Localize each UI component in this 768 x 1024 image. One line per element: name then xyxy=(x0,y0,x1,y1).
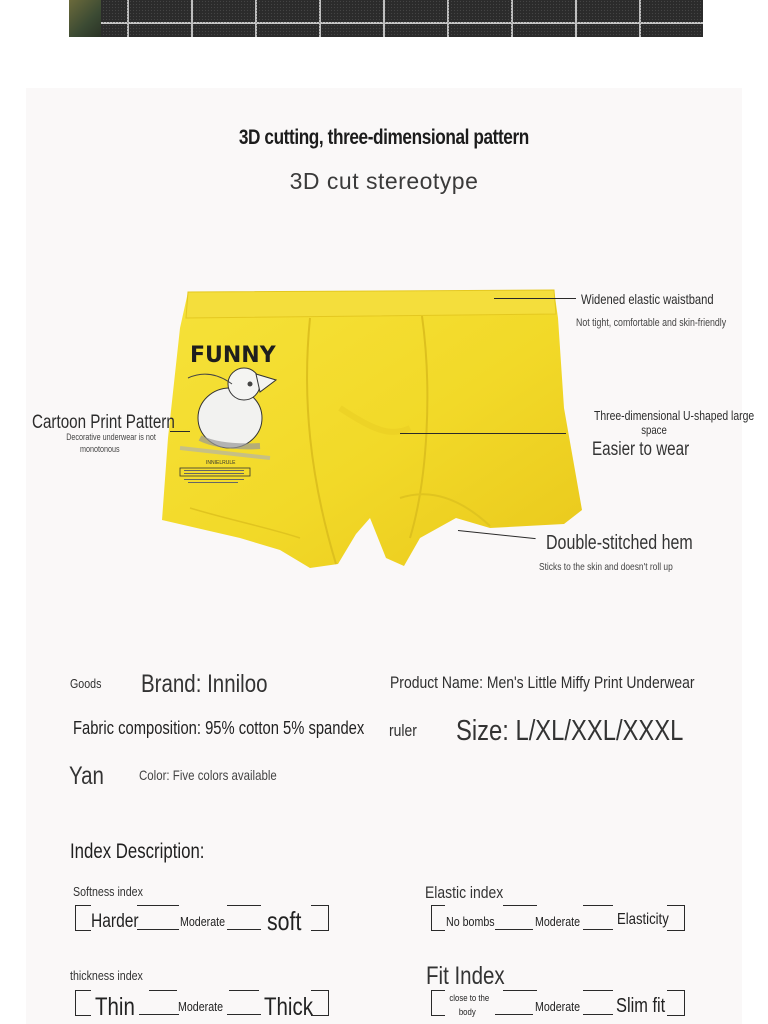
scale-bracket-top-1 xyxy=(149,990,177,991)
callout-print-title: Cartoon Print Pattern xyxy=(32,412,175,433)
spec-fabric: Fabric composition: 95% cotton 5% spandex xyxy=(73,718,365,738)
callout-line-waistband xyxy=(494,298,576,299)
scale-bracket-bottom-1 xyxy=(495,1014,533,1015)
feature-headline: 3D cutting, three-dimensional pattern xyxy=(238,126,530,149)
callout-hem-title: Double-stitched hem xyxy=(546,532,693,554)
index-description-title: Index Description: xyxy=(70,840,205,863)
scale-high-label: Slim fit xyxy=(616,995,666,1017)
svg-text:INNIELRULE: INNIELRULE xyxy=(206,460,236,466)
scale-bracket-top-2 xyxy=(229,990,259,991)
scale-mid-label: Moderate xyxy=(180,914,226,929)
spec-color: Color: Five colors available xyxy=(139,767,277,783)
scale-bracket-bottom-2 xyxy=(583,929,613,930)
photo-corner-decoration xyxy=(69,0,101,37)
callout-waistband-title: Widened elastic waistband xyxy=(581,291,714,307)
softness-index-scale xyxy=(75,905,331,936)
scale-bracket-left xyxy=(431,990,445,1016)
scale-bracket-right xyxy=(311,905,329,931)
callout-line-pouch xyxy=(400,433,566,434)
callout-pouch-detail: Easier to wear xyxy=(592,439,690,460)
elastic-index-label: Elastic index xyxy=(425,883,504,902)
scale-low-label: No bombs xyxy=(446,914,495,929)
softness-index-label: Softness index xyxy=(73,884,143,899)
fit-index-scale xyxy=(431,990,687,1016)
spec-goods-label: Goods xyxy=(70,676,102,691)
scale-bracket-top-2 xyxy=(227,905,261,906)
mesh-texture xyxy=(69,0,703,37)
scale-mid-label: Moderate xyxy=(535,914,581,929)
spec-brand: Brand: Inniloo xyxy=(141,670,268,698)
callout-waistband-detail: Not tight, comfortable and skin-friendly xyxy=(576,317,727,329)
scale-bracket-bottom-1 xyxy=(139,1014,179,1015)
scale-bracket-left xyxy=(75,990,91,1016)
scale-bracket-bottom-1 xyxy=(495,929,533,930)
thickness-index-scale xyxy=(75,990,331,1021)
scale-bracket-top-1 xyxy=(503,990,537,991)
elastic-index-scale xyxy=(431,905,687,931)
scale-bracket-top-2 xyxy=(583,905,613,906)
feature-subheadline: 3D cut stereotype xyxy=(289,168,479,194)
callout-hem-detail: Sticks to the skin and doesn't roll up xyxy=(539,561,673,573)
scale-high-label: Elasticity xyxy=(617,911,669,928)
scale-bracket-bottom-2 xyxy=(227,1014,261,1015)
scale-bracket-bottom-2 xyxy=(583,1014,613,1015)
spec-yan-label: Yan xyxy=(69,762,104,790)
scale-high-label: soft xyxy=(267,906,302,936)
scale-mid-label: Moderate xyxy=(535,999,581,1014)
spec-size: Size: L/XL/XXL/XXXL xyxy=(456,715,684,747)
scale-low-label: Harder xyxy=(91,911,139,932)
scale-bracket-bottom-2 xyxy=(227,929,261,930)
scale-bracket-top-1 xyxy=(503,905,537,906)
header-product-photo xyxy=(69,0,703,37)
scale-mid-label: Moderate xyxy=(178,999,224,1014)
fit-index-label: Fit Index xyxy=(426,962,505,990)
scale-low-label: Thin xyxy=(95,993,135,1021)
scale-bracket-left xyxy=(431,905,445,931)
product-image-boxer-briefs xyxy=(160,288,586,570)
svg-text:FUNNY: FUNNY xyxy=(190,343,276,368)
scale-high-label: Thick xyxy=(264,993,313,1021)
callout-print-detail: Decorative underwear is not monotonous xyxy=(66,432,156,454)
spec-product-name: Product Name: Men's Little Miffy Print Underwear xyxy=(390,673,695,692)
scale-bracket-top-1 xyxy=(137,905,179,906)
scale-bracket-left xyxy=(75,905,91,931)
spec-ruler-label: ruler xyxy=(389,721,417,740)
thickness-index-label: thickness index xyxy=(70,968,143,983)
scale-bracket-top-2 xyxy=(583,990,613,991)
callout-pouch-title: Three-dimensional U-shaped large space xyxy=(594,408,755,437)
scale-low-label: close to the body xyxy=(449,993,490,1018)
